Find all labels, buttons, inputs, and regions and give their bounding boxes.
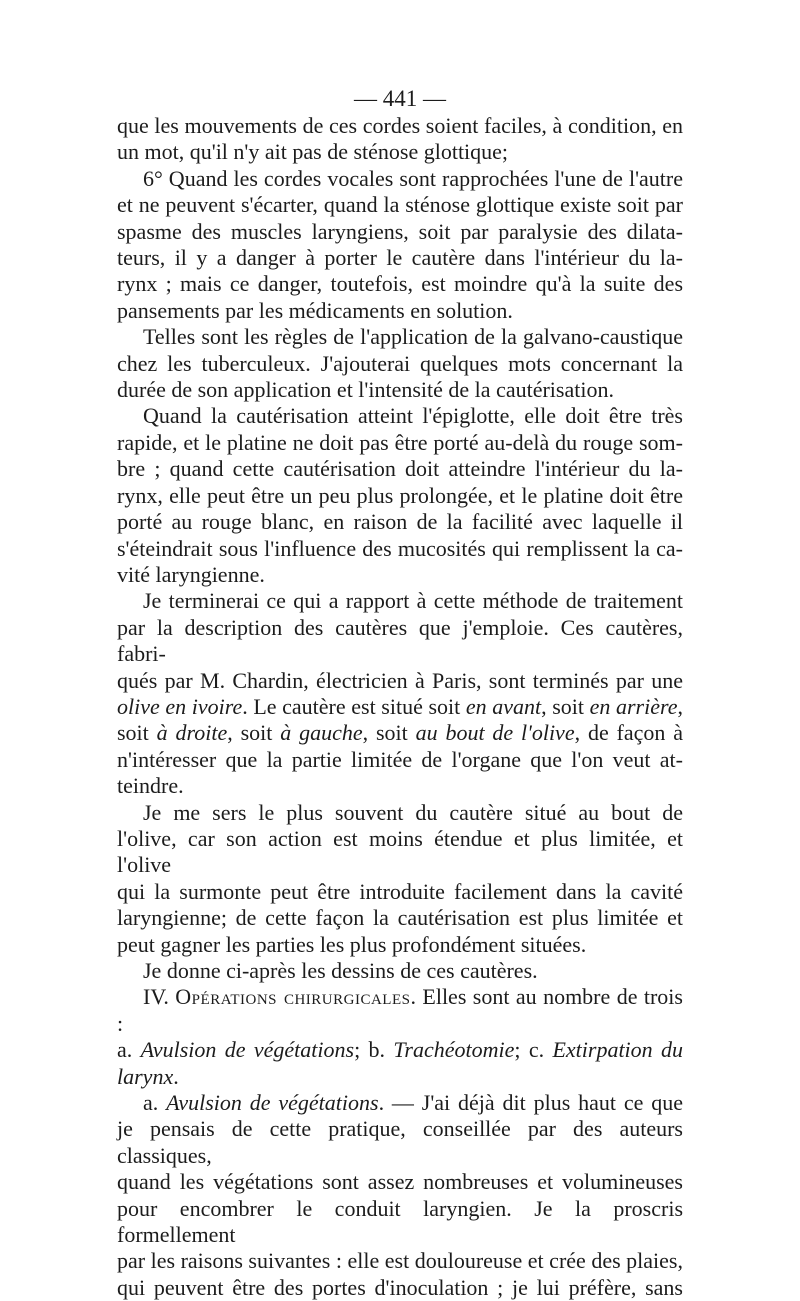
text-line xyxy=(117,483,683,509)
text-segment: . xyxy=(173,1063,179,1089)
italic-text: en avant xyxy=(465,693,542,719)
text-line xyxy=(117,377,683,403)
text-segment: chez les tuberculeux. J'ajouterai quelques mots concernant la xyxy=(117,350,683,376)
text-line xyxy=(117,456,683,482)
text-line xyxy=(117,536,683,562)
text-segment: , soit xyxy=(227,720,281,746)
text-segment: . Le cautère est situé soit xyxy=(242,693,466,719)
text-line xyxy=(117,984,683,1037)
text-line xyxy=(117,879,683,905)
text-segment: que les mouvements de ces cordes soient faciles, à condition, en xyxy=(117,113,683,138)
text-line xyxy=(117,351,683,377)
italic-text: Avulsion de végétations xyxy=(140,1037,355,1063)
text-segment: IV. xyxy=(143,984,176,1010)
text-segment: pansements par les médicaments en solution. xyxy=(117,297,513,323)
text-segment: vité laryngienne. xyxy=(117,561,265,587)
text-segment: rynx, elle peut être un peu plus prolongée, et le platine doit être xyxy=(117,482,683,508)
italic-text: au bout de l'olive xyxy=(415,720,575,746)
text-line xyxy=(117,509,683,535)
text-line xyxy=(117,166,683,192)
text-line xyxy=(117,773,683,799)
text-segment: Je donne ci-après les dessins de ces cautères. xyxy=(143,958,538,983)
text-segment: pour encombrer le conduit laryngien. Je la proscris formellement xyxy=(117,1195,683,1248)
text-line xyxy=(117,1196,683,1249)
text-line xyxy=(117,1116,683,1169)
text-segment: je pensais de cette pratique, conseillée par des auteurs classiques, xyxy=(117,1116,683,1168)
text-line xyxy=(117,668,683,694)
text-segment: par les raisons suivantes : elle est douloureuse et crée des plaies, xyxy=(117,1248,683,1274)
italic-text: Trachéotomie xyxy=(393,1037,515,1063)
text-segment: et ne peuvent s'écarter, quand la sténose glottique existe soit par xyxy=(117,192,683,218)
text-segment: s'éteindrait sous l'influence des mucosités qui remplissent la ca- xyxy=(117,535,683,561)
italic-text: larynx xyxy=(117,1063,174,1089)
text-segment: soit xyxy=(117,720,157,746)
text-line xyxy=(117,245,683,271)
smallcaps-text: Opérations chirurgicales xyxy=(175,984,411,1010)
text-segment: laryngienne; de cette façon la cautérisation est plus limitée et xyxy=(117,905,683,931)
text-segment: , de façon à xyxy=(574,720,684,746)
text-line xyxy=(117,720,683,746)
text-line xyxy=(117,905,683,931)
text-line xyxy=(117,958,683,984)
text-line xyxy=(117,1169,683,1195)
text-segment: a. xyxy=(143,1090,167,1116)
text-segment: durée de son application et l'intensité de la cautérisation. xyxy=(117,377,614,403)
text-segment: qui la surmonte peut être introduite facilement dans la cavité xyxy=(117,878,683,904)
text-line xyxy=(117,298,683,324)
text-line xyxy=(117,800,683,826)
text-segment: bre ; quand cette cautérisation doit atteindre l'intérieur du la- xyxy=(117,456,683,482)
text-line xyxy=(117,430,683,456)
text-segment: un mot, qu'il n'y ait pas de sténose glottique; xyxy=(117,139,509,165)
italic-text: à gauche xyxy=(280,720,363,746)
text-segment: quand les végétations sont assez nombreuses et volumineuses xyxy=(117,1169,683,1195)
text-segment: spasme des muscles laryngiens, soit par paralysie des dilata- xyxy=(117,218,683,244)
text-segment: . Elles sont au nombre de trois : xyxy=(117,984,683,1036)
text-line xyxy=(117,271,683,297)
text-segment: Telles sont les règles de l'application de la galvano-caustique xyxy=(143,324,683,350)
text-segment: rapide, et le platine ne doit pas être porté au-delà du rouge som- xyxy=(117,429,683,455)
text-line xyxy=(117,139,683,165)
text-segment: Je terminerai ce qui a rapport à cette méthode de traitement xyxy=(143,588,683,614)
text-line xyxy=(117,1037,683,1063)
text-segment: qui peuvent être des portes d'inoculation ; je lui préfère, sans xyxy=(117,1274,683,1300)
text-segment: qués par M. Chardin, électricien à Paris, sont terminés par une xyxy=(117,667,683,693)
text-segment: . — J'ai déjà dit plus haut ce que xyxy=(378,1090,683,1116)
italic-text: olive en ivoire xyxy=(117,693,243,719)
text-line xyxy=(117,615,683,668)
text-line xyxy=(117,562,683,588)
page-number: — 441 — xyxy=(354,86,446,111)
text-segment: Je me sers le plus souvent du cautère situé au bout de xyxy=(143,799,683,825)
italic-text: à droite xyxy=(156,720,228,746)
text-line xyxy=(117,113,683,139)
text-line xyxy=(117,1064,683,1090)
text-line xyxy=(117,1275,683,1301)
text-segment: teindre. xyxy=(117,773,184,799)
text-line xyxy=(117,694,683,720)
text-segment: a. xyxy=(117,1037,141,1063)
text-line xyxy=(117,324,683,350)
text-line xyxy=(117,747,683,773)
text-segment: , soit xyxy=(541,693,590,719)
text-segment: par la description des cautères que j'emploie. Ces cautères, fabri- xyxy=(117,614,683,667)
text-line xyxy=(117,826,683,879)
text-segment: teurs, il y a danger à porter le cautère dans l'intérieur du la- xyxy=(117,245,683,271)
text-segment: , soit xyxy=(362,720,416,746)
text-segment: ; b. xyxy=(354,1037,394,1063)
text-segment: Quand la cautérisation atteint l'épiglotte, elle doit être très xyxy=(143,403,683,429)
text-segment: ; c. xyxy=(514,1037,553,1063)
text-segment: , xyxy=(677,693,683,719)
text-line xyxy=(117,192,683,218)
text-line xyxy=(117,588,683,614)
text-line xyxy=(117,932,683,958)
text-segment: peut gagner les parties les plus profondément situées. xyxy=(117,931,587,957)
body-text xyxy=(117,113,683,1301)
text-segment: porté au rouge blanc, en raison de la facilité avec laquelle il xyxy=(117,509,683,535)
text-line xyxy=(117,403,683,429)
italic-text: Extirpation du xyxy=(552,1037,684,1063)
text-line xyxy=(117,1090,683,1116)
italic-text: en arrière xyxy=(589,693,678,719)
text-line xyxy=(117,219,683,245)
italic-text: Avulsion de végétations xyxy=(166,1090,379,1116)
text-segment: n'intéresser que la partie limitée de l'organe que l'on veut at- xyxy=(117,746,683,772)
text-segment: l'olive, car son action est moins étendue et plus limitée, et l'olive xyxy=(117,825,683,878)
text-segment: 6° Quand les cordes vocales sont rapprochées l'une de l'autre xyxy=(143,165,683,191)
text-segment: rynx ; mais ce danger, toutefois, est moindre qu'à la suite des xyxy=(117,271,683,297)
